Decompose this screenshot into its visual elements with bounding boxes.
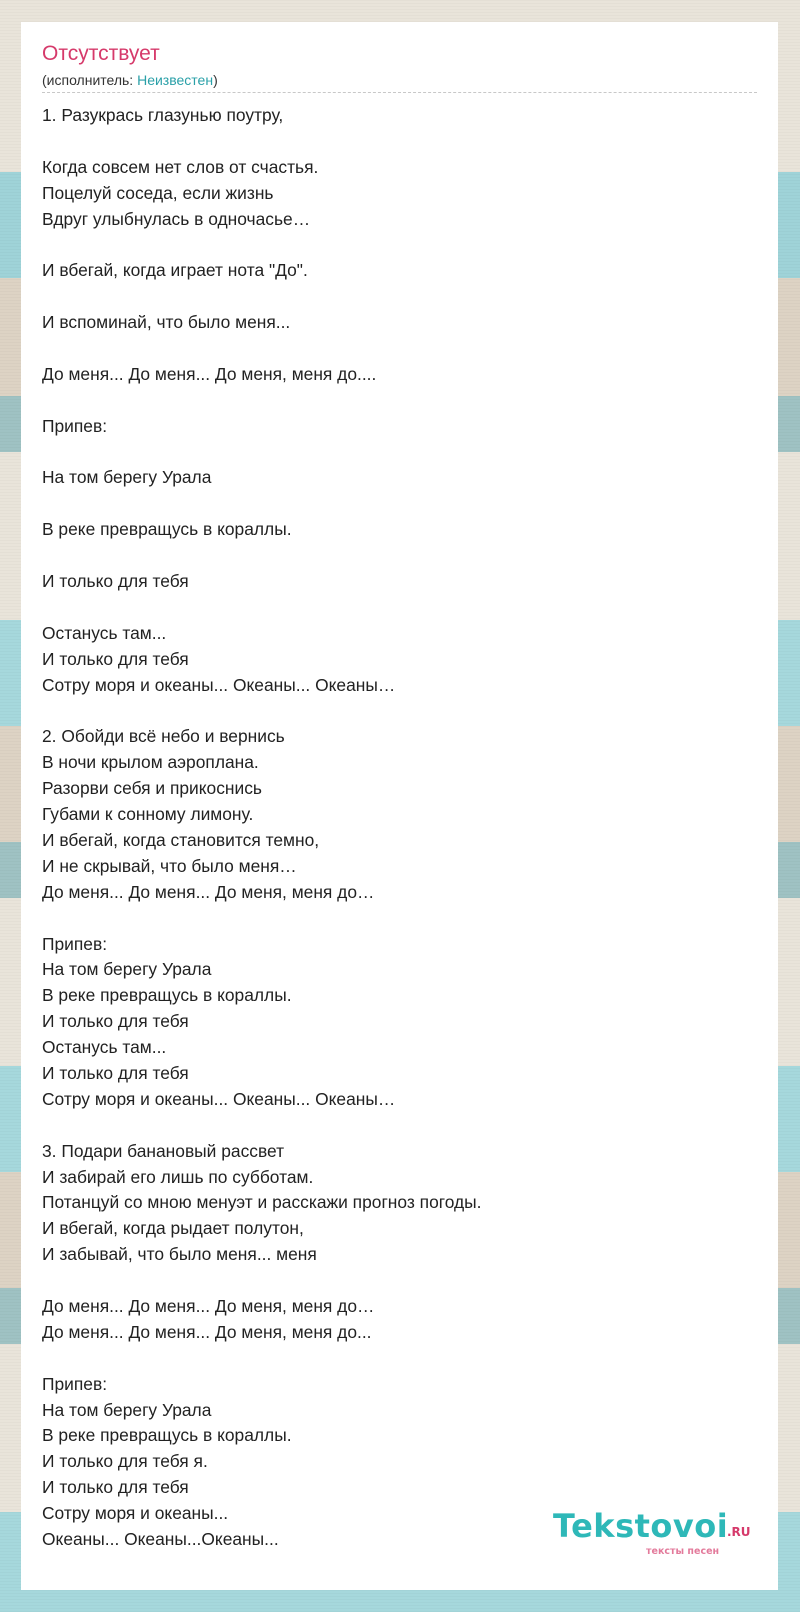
lyric-line xyxy=(42,336,757,362)
lyric-line: И только для тебя xyxy=(42,1011,189,1032)
lyric-line: И только для тебя xyxy=(42,1062,189,1083)
lyric-line: И только для тебя xyxy=(42,1477,189,1498)
lyric-line xyxy=(42,698,757,724)
lyric-line: В реке превращусь в кораллы. xyxy=(42,519,292,540)
lyric-line: 1. Разукрась глазунью поутру, xyxy=(42,105,284,125)
lyric-line: Припев: xyxy=(42,933,108,954)
lyric-line: Поцелуй соседа, если жизнь xyxy=(42,182,274,203)
lyric-line: Припев: xyxy=(42,415,108,436)
lyric-line: Припев: xyxy=(42,1373,108,1394)
lyric-line: И забывай, что было меня... меня xyxy=(42,1244,317,1265)
lyric-line xyxy=(42,232,757,258)
lyric-line: И вбегай, когда рыдает полутон, xyxy=(42,1218,304,1239)
lyric-line: Океаны... Океаны...Океаны... xyxy=(42,1528,279,1549)
site-logo[interactable] xyxy=(553,1507,773,1567)
lyric-line xyxy=(42,906,757,932)
lyric-line: Вдруг улыбнулась в одночасье… xyxy=(42,208,311,229)
performer-prefix: (исполнитель: xyxy=(42,72,138,88)
lyric-line: В реке превращусь в кораллы. xyxy=(42,1425,292,1446)
lyric-line xyxy=(42,284,757,310)
lyric-line: До меня... До меня... До меня, меня до… xyxy=(42,1295,375,1316)
lyric-line xyxy=(42,440,757,466)
lyric-line: Сотру моря и океаны... xyxy=(42,1503,229,1524)
title-divider xyxy=(42,92,757,93)
lyric-line xyxy=(42,543,757,569)
performer-suffix: ) xyxy=(213,72,218,88)
lyric-line: И вбегай, когда становится темно, xyxy=(42,829,320,850)
lyric-line: Потанцуй со мною менуэт и расскажи прогноз погоды. xyxy=(42,1192,482,1213)
lyric-line: Разорви себя и прикоснись xyxy=(42,778,262,799)
logo-wordmark: Tekstovoi xyxy=(553,1507,729,1545)
lyric-line: 2. Обойди всё небо и вернись xyxy=(42,726,285,747)
logo-domain: .RU xyxy=(727,1525,751,1539)
lyric-line xyxy=(42,388,757,414)
lyric-line: И только для тебя xyxy=(42,648,189,669)
lyric-line: И вбегай, когда играет нота "До". xyxy=(42,260,308,281)
lyric-line: До меня... До меня... До меня, меня до... xyxy=(42,1321,372,1342)
lyric-line: 3. Подари банановый рассвет xyxy=(42,1140,285,1161)
lyric-line: На том берегу Урала xyxy=(42,1399,212,1420)
song-title: Отсутствует xyxy=(42,42,160,65)
lyric-line: Останусь там... xyxy=(42,622,167,643)
lyric-line: Губами к сонному лимону. xyxy=(42,804,254,825)
lyric-line: На том берегу Урала xyxy=(42,467,212,488)
lyric-line: И только для тебя xyxy=(42,571,189,592)
lyric-line: В реке превращусь в кораллы. xyxy=(42,985,292,1006)
lyric-line: До меня... До меня... До меня, меня до… xyxy=(42,881,375,902)
lyric-line: До меня... До меня... До меня, меня до.... xyxy=(42,363,377,384)
lyric-line: На том берегу Урала xyxy=(42,959,212,980)
lyric-line: Сотру моря и океаны... Океаны... Океаны… xyxy=(42,1088,396,1109)
lyrics-text xyxy=(42,103,757,1553)
lyric-line xyxy=(42,129,757,155)
lyric-line: И забирай его лишь по субботам. xyxy=(42,1166,314,1187)
lyric-line xyxy=(42,1346,757,1372)
lyric-line xyxy=(42,595,757,621)
lyric-line: И не скрывай, что было меня… xyxy=(42,855,297,876)
logo-tagline: тексты песен xyxy=(646,1546,720,1557)
lyric-line: Сотру моря и океаны... Океаны... Океаны… xyxy=(42,674,396,695)
performer-line xyxy=(42,72,218,88)
lyric-line: И вспоминай, что было меня... xyxy=(42,312,291,333)
lyric-line: И только для тебя я. xyxy=(42,1451,208,1472)
lyric-line: Останусь там... xyxy=(42,1037,167,1058)
lyric-line xyxy=(42,1113,757,1139)
lyric-line xyxy=(42,1268,757,1294)
lyrics-card xyxy=(21,22,778,1590)
lyric-line: Когда совсем нет слов от счастья. xyxy=(42,156,319,177)
performer-link[interactable]: Неизвестен xyxy=(137,72,214,88)
lyric-line xyxy=(42,491,757,517)
lyric-line: В ночи крылом аэроплана. xyxy=(42,752,259,773)
